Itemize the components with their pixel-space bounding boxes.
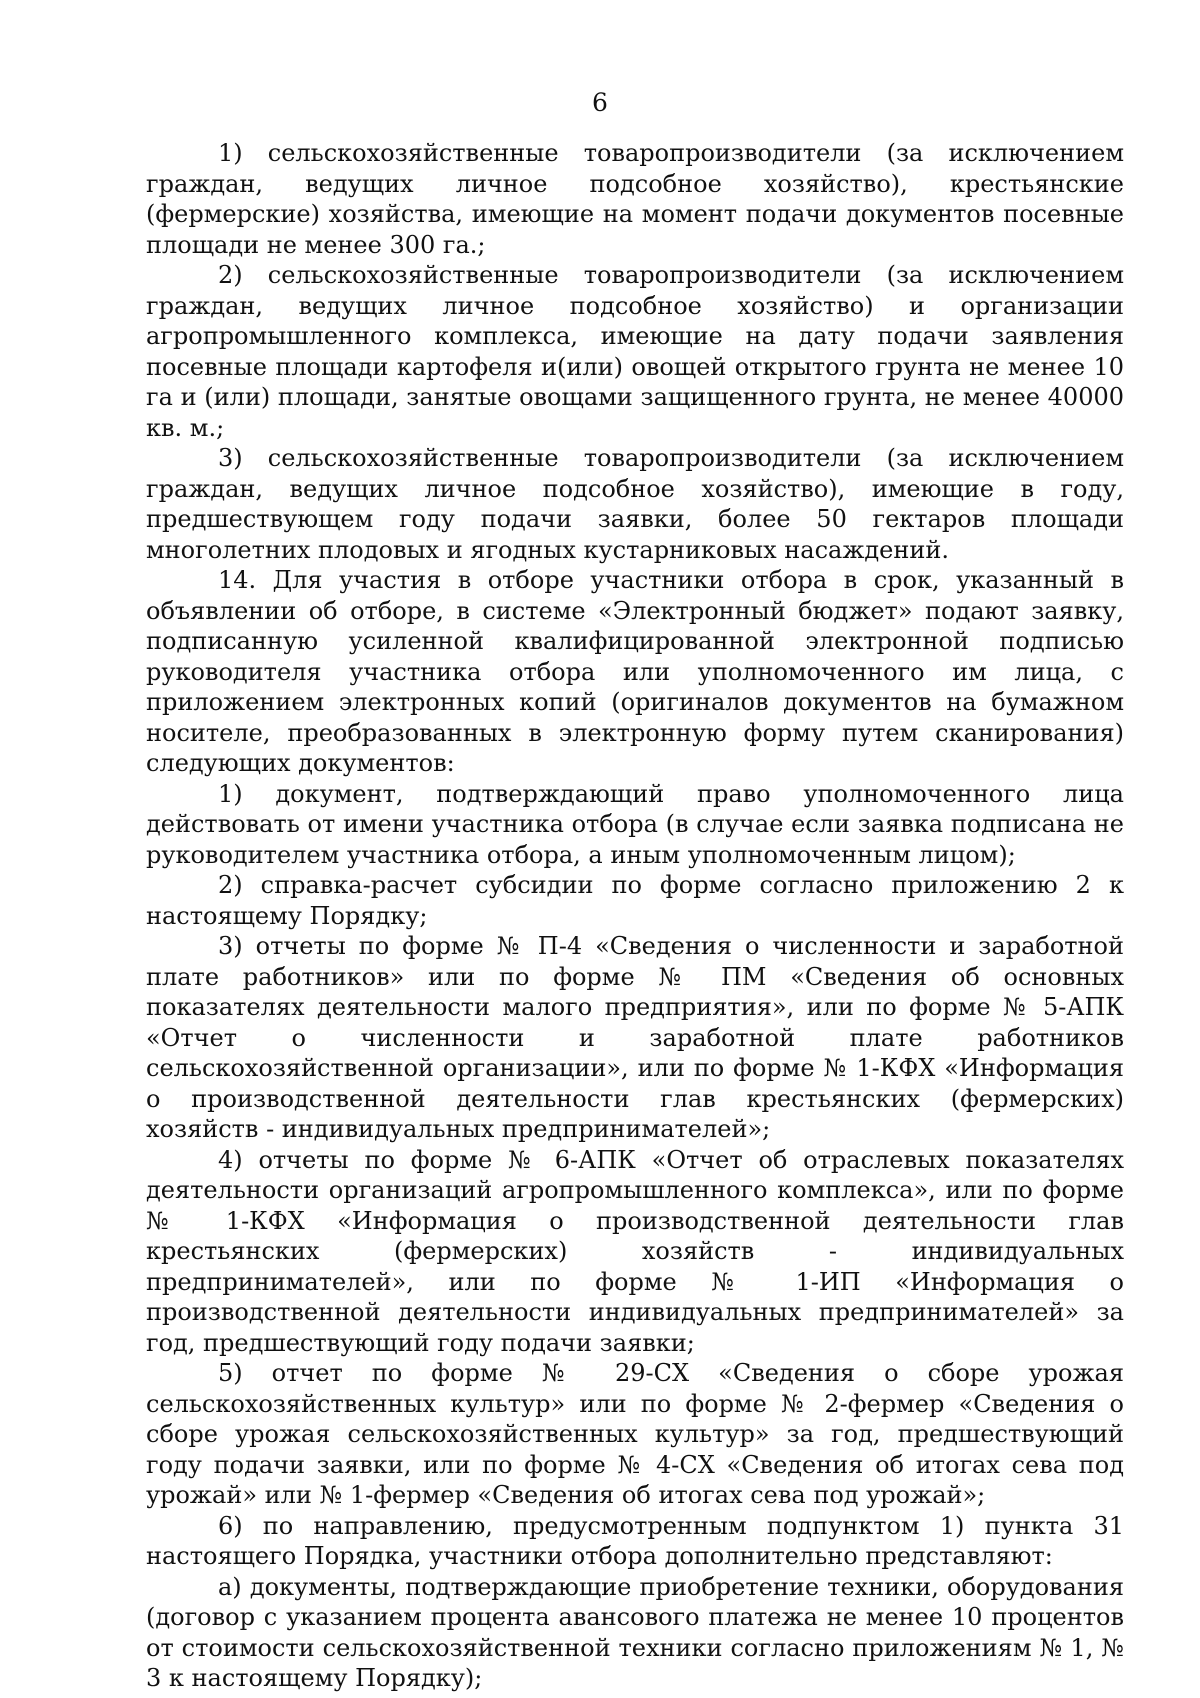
paragraph-document-3: 3) отчеты по форме № П-4 «Сведения о численности и заработной плате работников» или по форме № ПМ «Сведения об основных показателях деятельности малого предприятия», или по форме № 5-АПК «Отчет о численности и заработной плате работников сельскохозяйственной организации», или по форме № 1-КФХ «Информация о производственной деятельности глав крестьянских (фермерских) хозяйств - индивидуальных предпринимателей»; xyxy=(146,932,1124,1143)
paragraph-document-2: 2) справка-расчет субсидии по форме согласно приложению 2 к настоящему Порядку; xyxy=(146,871,1124,930)
document-body xyxy=(146,138,1124,1694)
paragraph-document-6a: а) документы, подтверждающие приобретение техники, оборудования (договор с указанием процента авансового платежа не менее 10 процентов от стоимости сельскохозяйственной техники согласно приложениям № 1, № 3 к настоящему Порядку); xyxy=(146,1572,1124,1692)
paragraph-subitem-1: 1) сельскохозяйственные товаропроизводители (за исключением граждан, ведущих личное подсобное хозяйство), крестьянские (фермерские) хозяйства, имеющие на момент подачи документов посевные площади не менее 300 га.; xyxy=(146,139,1124,259)
paragraph-document-4: 4) отчеты по форме № 6-АПК «Отчет об отраслевых показателях деятельности организаций агропромышленного комплекса», или по форме № 1-КФХ «Информация о производственной деятельности глав крестьянских (фермерских) хозяйств - индивидуальных предпринимателей», или по форме № 1-ИП «Информация о производственной деятельности индивидуальных предпринимателей» за год, предшествующий году подачи заявки; xyxy=(146,1145,1124,1357)
paragraph-document-1: 1) документ, подтверждающий право уполномоченного лица действовать от имени участника отбора (в случае если заявка подписана не руководителем участника отбора, а иным уполномоченным лицом); xyxy=(146,779,1124,869)
paragraph-document-5: 5) отчет по форме № 29-СХ «Сведения о сборе урожая сельскохозяйственных культур» или по форме № 2-фермер «Сведения о сборе урожая сельскохозяйственных культур» за год, предшествующий году подачи заявки, или по форме № 4-СХ «Сведения об итогах сева под урожай» или № 1-фермер «Сведения об итогах сева под урожай»; xyxy=(146,1359,1124,1509)
paragraph-item-14: 14. Для участия в отборе участники отбора в срок, указанный в объявлении об отборе, в системе «Электронный бюджет» подают заявку, подписанную усиленной квалифицированной электронной подписью руководителя участника отбора или уполномоченного им лица, с приложением электронных копий (оригиналов документов на бумажном носителе, преобразованных в электронную форму путем сканирования) следующих документов: xyxy=(146,566,1124,777)
page-number: 6 xyxy=(592,88,608,117)
paragraph-subitem-3: 3) сельскохозяйственные товаропроизводители (за исключением граждан, ведущих личное подсобное хозяйство), имеющие в году, предшествующем году подачи заявки, более 50 гектаров площади многолетних плодовых и ягодных кустарниковых насаждений. xyxy=(146,444,1124,564)
paragraph-subitem-2: 2) сельскохозяйственные товаропроизводители (за исключением граждан, ведущих личное подсобное хозяйство) и организации агропромышленного комплекса, имеющие на дату подачи заявления посевные площади картофеля и(или) овощей открытого грунта не менее 10 га и (или) площади, занятые овощами защищенного грунта, не менее 40000 кв. м.; xyxy=(146,261,1124,442)
paragraph-document-6: 6) по направлению, предусмотренным подпунктом 1) пункта 31 настоящего Порядка, участники отбора дополнительно представляют: xyxy=(146,1511,1124,1570)
